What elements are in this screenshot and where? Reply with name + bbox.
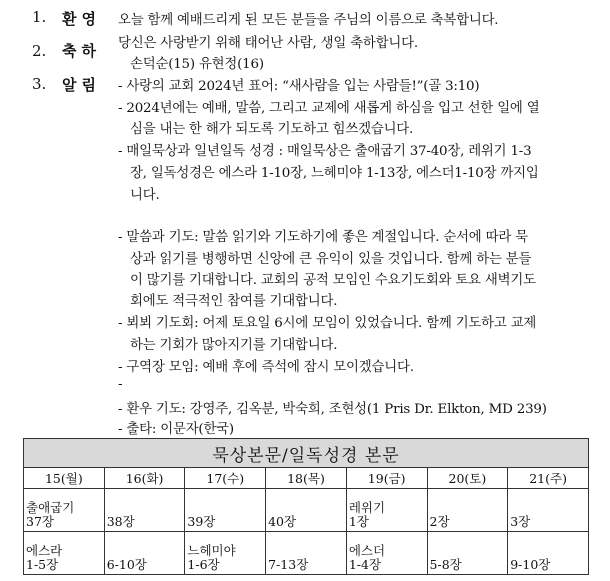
announcement-line: - 뵈뵈 기도회: 어제 토요일 6시에 모임이 있었습니다. 함께 기도하고 교제: [118, 316, 537, 331]
table-cell: 5-8장: [427, 532, 508, 575]
announcement-line: - 출타: 이문자(한국): [118, 422, 234, 437]
welcome-text: 오늘 함께 예배드리게 된 모든 분들을 주님의 이름으로 축복합니다.: [118, 13, 499, 28]
announcement-line: - 환우 기도: 강영주, 김옥분, 박숙희, 조현성(1 Pris Dr. Elkton, MD 239): [118, 402, 547, 417]
table-cell: 9-10장: [508, 532, 589, 575]
table-cell: 40장: [266, 489, 347, 532]
section-number: 1.: [32, 8, 47, 26]
table-cell: 에스더 1-4장: [346, 532, 427, 575]
announcement-line: 회에도 적극적인 참여를 기대합니다.: [130, 294, 338, 309]
table-row-meditation: [24, 489, 589, 532]
day-header: 16(화): [104, 468, 185, 489]
day-header: 21(주): [508, 468, 589, 489]
announcement-line: - 구역장 모임: 예배 후에 즉석에 잠시 모이겠습니다.: [118, 360, 414, 375]
table-cell: 39장: [185, 489, 266, 532]
announcement-line: 장, 일독성경은 에스라 1-10장, 느헤미야 1-13장, 에스더1-10장 까지입: [130, 166, 539, 181]
announcement-line: -: [118, 377, 123, 392]
table-cell: 느헤미야 1-6장: [185, 532, 266, 575]
section-number: 2.: [32, 42, 47, 60]
table-cell: 7-13장: [266, 532, 347, 575]
day-header: 18(목): [266, 468, 347, 489]
table-cell: 6-10장: [104, 532, 185, 575]
table-cell: 3장: [508, 489, 589, 532]
announcement-line: 상과 읽기를 병행하면 신앙에 큰 유익이 있을 것입니다. 함께 하는 분들: [130, 252, 532, 267]
table-cell: 2장: [427, 489, 508, 532]
announcement-line: 심을 내는 한 해가 되도록 기도하고 힘쓰겠습니다.: [130, 122, 414, 137]
announcement-line: - 말씀과 기도: 말씀 읽기와 기도하기에 좋은 계절입니다. 순서에 따라 묵: [118, 230, 528, 245]
table-row-reading: [24, 532, 589, 575]
section-heading-welcome: 환영: [62, 10, 101, 28]
table-cell: 레위기 1장: [346, 489, 427, 532]
table-cell: 출애굽기 37장: [24, 489, 105, 532]
table-cell: 38장: [104, 489, 185, 532]
birthday-text: 당신은 사랑받기 위해 태어난 사람, 생일 축하합니다.: [118, 36, 418, 51]
table-title: 묵상본문/일독성경 본문: [24, 439, 589, 468]
announcement-line: 하는 기회가 많아지기를 기대합니다.: [130, 338, 338, 353]
reading-schedule-table: [23, 438, 589, 575]
announcement-line: 이 많기를 기대합니다. 교회의 공적 모임인 수요기도회와 토요 새벽기도: [130, 273, 536, 288]
table-header-row: [24, 468, 589, 489]
day-header: 17(수): [185, 468, 266, 489]
announcement-line: 니다.: [130, 188, 160, 203]
day-header: 19(금): [346, 468, 427, 489]
section-heading-birthday: 축하: [62, 42, 101, 60]
announcement-line: - 매일묵상과 일년일독 성경 : 매일묵상은 출애굽기 37-40장, 레위기 1-3: [118, 144, 532, 159]
announcement-line: - 사랑의 교회 2024년 표어: “새사람을 입는 사람들!”(골 3:10): [118, 79, 480, 94]
section-number: 3.: [32, 75, 47, 93]
birthday-names: 손덕순(15) 유현정(16): [130, 57, 264, 72]
table-cell: 에스라 1-5장: [24, 532, 105, 575]
announcement-line: - 2024년에는 예배, 말씀, 그리고 교제에 새롭게 하심을 입고 선한 일에 열: [118, 101, 540, 116]
day-header: 20(토): [427, 468, 508, 489]
day-header: 15(월): [24, 468, 105, 489]
section-heading-announcements: 알림: [62, 76, 101, 94]
